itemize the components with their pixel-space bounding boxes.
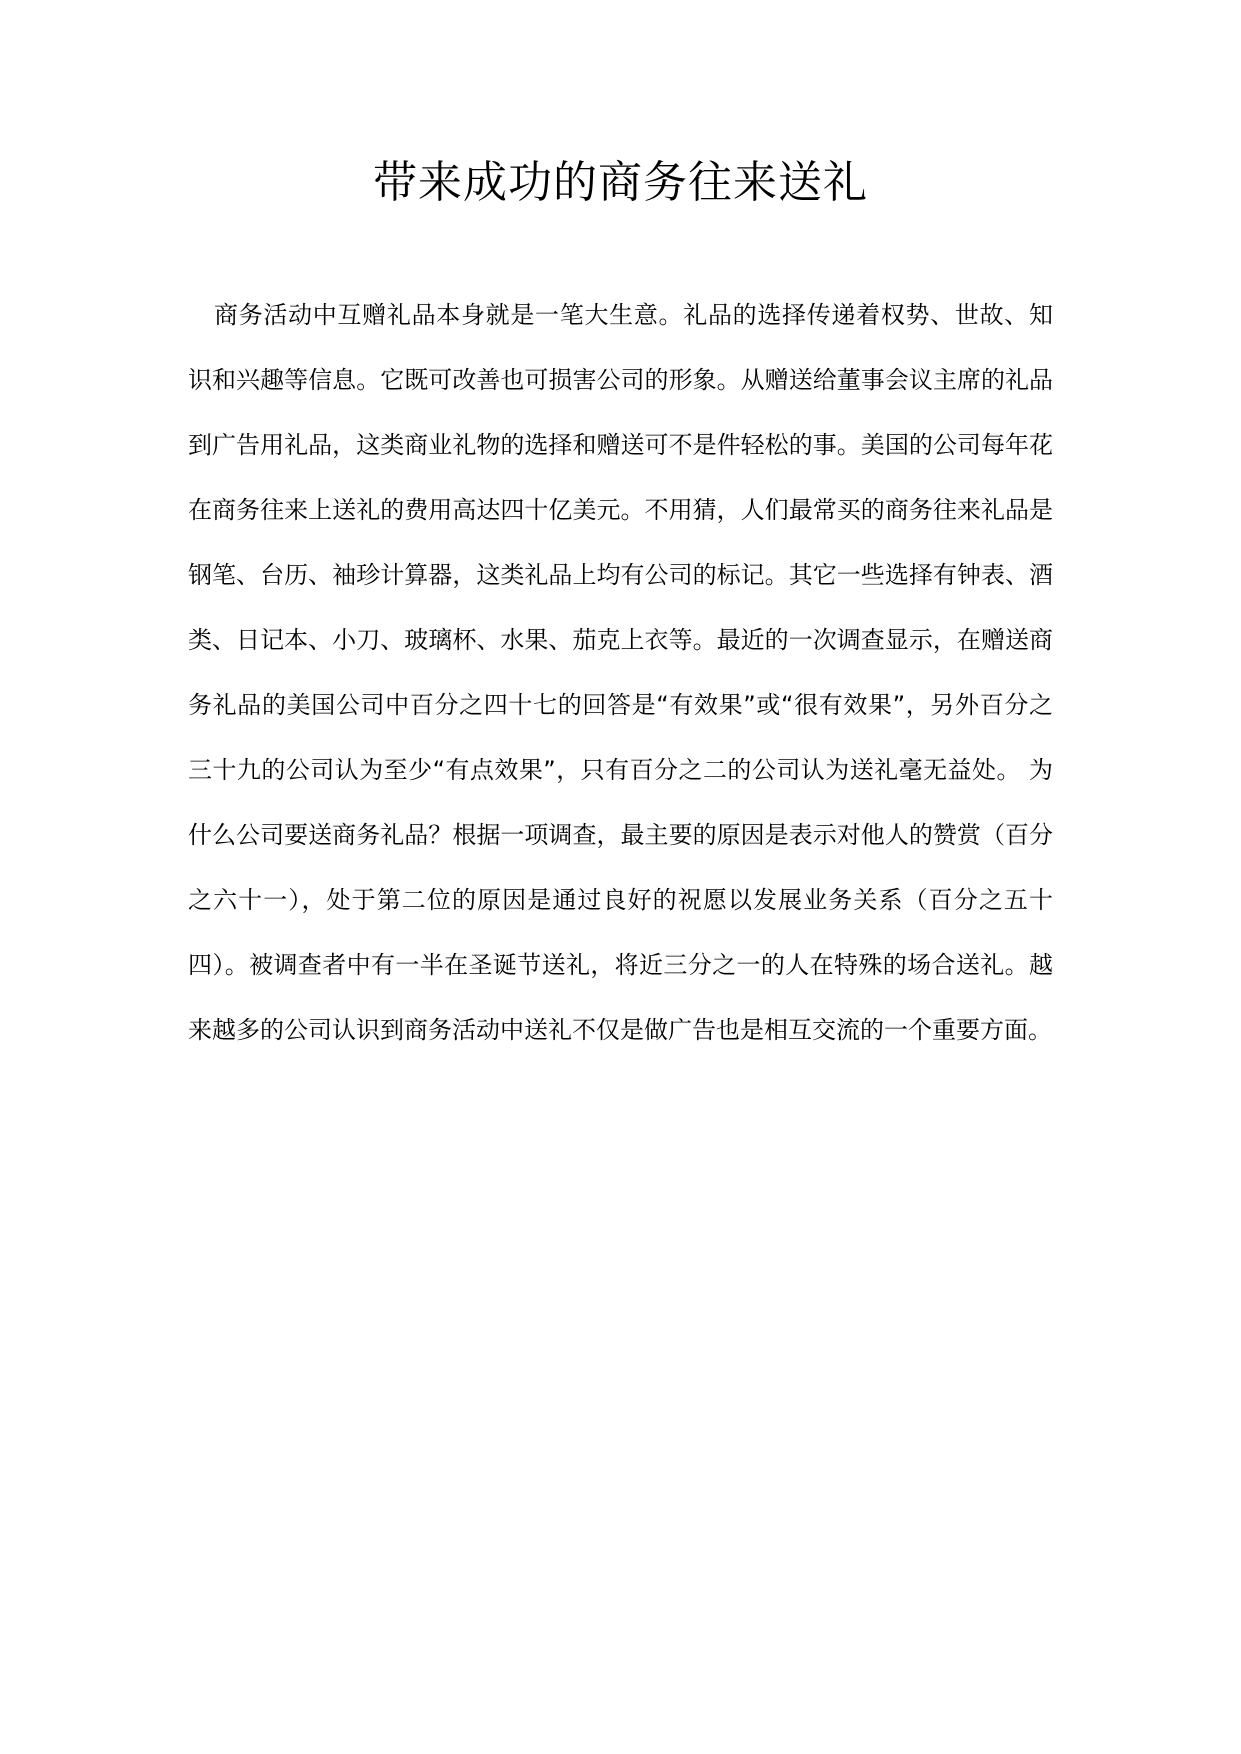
document-title: 带来成功的商务往来送礼 <box>373 157 868 208</box>
document-body-paragraph: 商务活动中互赠礼品本身就是一笔大生意。礼品的选择传递着权势、世故、知识和兴趣等信息。它既可改善也可损害公司的形象。从赠送给董事会议主席的礼品到广告用礼品，这类商业礼物的选择和赠送可不是件轻松的事。美国的公司每年花在商务往来上送礼的费用高达四十亿美元。不用猜，人们最常买的商务往来礼品是钢笔、台历、袖珍计算器，这类礼品上均有公司的标记。其它一些选择有钟表、酒类、日记本、小刀、玻璃杯、水果、茄克上衣等。最近的一次调查显示，在赠送商务礼品的美国公司中百分之四十七的回答是“有效果”或“很有效果”，另外百分之三十九的公司认为至少“有点效果”，只有百分之二的公司认为送礼毫无益处。 为什么公司要送商务礼品？根据一项调查，最主要的原因是表示对他人的赞赏（百分之六十一），处于第二位的原因是通过良好的祝愿以发展业务关系（百分之五十四）。被调查者中有一半在圣诞节送礼，将近三分之一的人在特殊的场合送礼。越来越多的公司认识到商务活动中送礼不仅是做广告也是相互交流的一个重要方面。 <box>188 301 1053 1044</box>
